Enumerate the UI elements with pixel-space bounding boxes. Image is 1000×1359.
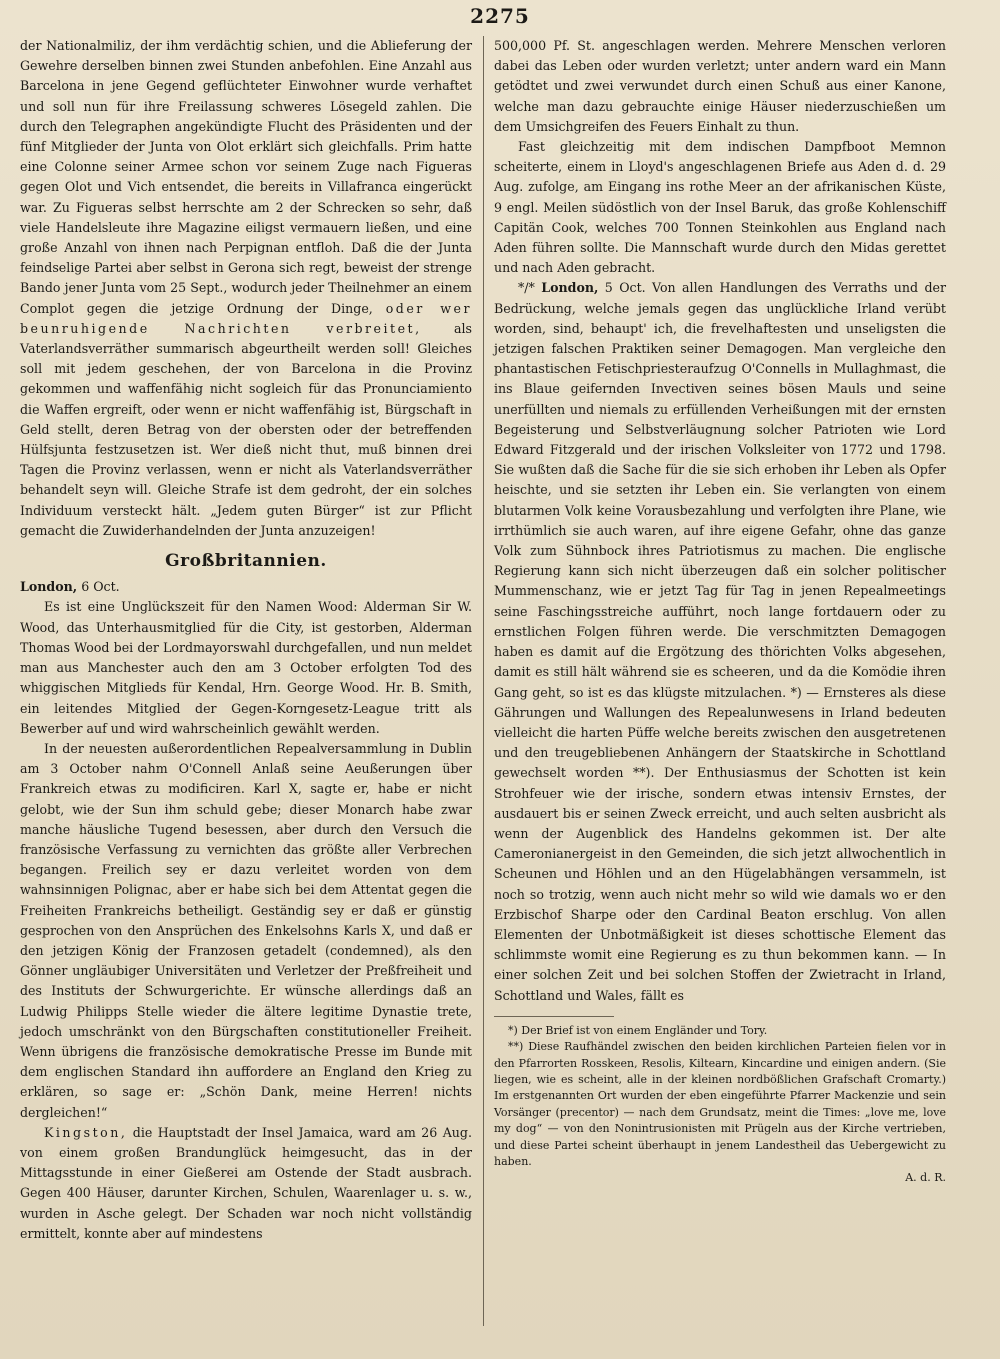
article-paragraph: Fast gleichzeitig mit dem indischen Dampfboot Memnon scheiterte, einem in Lloyd's angeschlagenen Briefe aus Aden d. d. 29 Aug. zufolge, am Eingang ins rothe Meer an der afrikanischen Küste, 9 engl. Meilen südöstlich von der Insel Baruk, das große Kohlenschiff Capitän Cook, welches 700 Tonnen Steinkohlen aus England nach Aden führen sollte. Die Mannschaft wurde durch den Midas gerettet und nach Aden gebracht. xyxy=(494,139,946,276)
left-column xyxy=(20,36,472,1244)
article-paragraph xyxy=(20,1123,472,1244)
article-paragraph: 500,000 Pf. St. angeschlagen werden. Mehrere Menschen verloren dabei das Leben oder wurden verletzt; unter andern ward ein Mann getödtet und zwei verwundet durch einen Schuß aus einer Kanone, welche man dazu gebrauchte einige Häuser niederzuschießen um dem Umsichgreifen des Feuers Einhalt zu thun. xyxy=(494,38,946,134)
section-title: Großbritannien. xyxy=(165,551,327,572)
footnote: **) Diese Raufhändel zwischen den beiden kirchlichen Parteien fielen vor in den Pfarrorten Rosskeen, Resolis, Kiltearn, Kincardine und einigen andern. (Sie liegen, wie es scheint, alle in der kleinen nordbößlichen Grafschaft Cromarty.) Im erstgenannten Ort wurden der eben eingeführte Pfarrer Mackenzie und sein Vorsänger (precentor) — nach dem Grundsatz, meint die Times: „love me, love my dog“ — von den Nonintrusionisten mit Prügeln aus der Kirche vertrieben, und diese Partei scheint überhaupt in jenem Landestheil das Uebergewicht zu haben. xyxy=(494,1040,946,1168)
paragraph-text: Von allen Handlungen des Verraths und der Bedrückung, welche jemals gegen das unglückliche Irland verübt worden, sind, behaupt' ich, die frevelhaftesten und unseligsten die jetzigen falschen Praktiken seiner Demagogen. Man vergleiche den phantastischen Fetischpriesteraufzug O'Connells in Mullaghmast, die ins Blaue geifernden Invectiven seines bösen Mauls und seine unerfüllten und niemals zu erfüllenden Verheißungen mit der ernsten Begeisterung und Selbstverläugnung solcher Patrioten wie Lord Edward Fitzgerald und der irischen Volksleiter von 1772 und 1798. Sie wußten daß die Sache für die sie sich erhoben ihr Leben als Opfer heischte, und sie setzten ihr Leben ein. Sie verlangten von einem blutarmen Volk keine Vorausbezahlung und verfolgten ihre Plane, wie irrthümlich sie auch waren, auf ihre eigene Gefahr, ohne das ganze Volk zum Sühnbock ihres Patriotismus zu machen. Die englische Regierung kann sich nicht überzeugen daß ein solcher politischer Mummenschanz, wie er jetzt Tag für Tag in jenen Repealmeetings seine Faschingsstreiche aufführt, noch lange fortdauern oder zu ernstlichen Folgen führen werde. Die verschmitzten Demagogen haben es damit auf die Ergötzung des thörichten Volks abgesehen, damit es still hält während sie es scheeren, und da die Komödie ihren Gang geht, so ist es das klügste mitzulachen. *) — Ernsteres als diese Gährungen und Wallungen des Repealunwesens in Irland bedeuten vielleicht die harten Püffe welche bereits zwischen den ausgetretenen und den treugebliebenen Anhängern der Staatskirche in Schottland gewechselt worden **). Der Enthusiasmus der Schotten ist kein Strohfeuer wie der irische, sondern etwas intensiv Ernstes, der ausdauert bis er seinen Zweck erreicht, und auch selten ausbricht als wenn der Augenblick des Handelns gekommen ist. Der alte Cameronianergeist in den Gemeinden, die sich jetzt allwochentlich in Scheunen und Höhlen und an den Hügelabhängen versammeln, ist noch so trotzig, wenn auch nicht mehr so wild wie damals wo er den Erzbischof Sharpe oder den Cardinal Beaton erschlug. Von allen Elementen der Unbotmäßigkeit ist dieses schottische Element das schlimmste womit eine Regierung es zu thun bekommen kann. — In einer solchen Zeit und bei solchen Stoffen der Zwietracht in Irland, Schottland und Wales, fällt es xyxy=(494,280,946,1003)
article-paragraph: Es ist eine Unglückszeit für den Namen Wood: Alderman Sir W. Wood, das Unterhausmitglied für die City, ist gestorben, Alderman Thomas Wood bei der Lordmayorswahl durchgefallen, und nun meldet man aus Manchester auch den am 3 October erfolgten Tod des whiggischen Mitglieds für Kendal, Hrn. George Wood. Hr. B. Smith, ein leitendes Mitglied der Gegen-Korngesetz-League tritt als Bewerber auf und wird wahrscheinlich gewählt werden. xyxy=(20,599,472,736)
paragraph-text: als Vaterlandsverräther summarisch abgeurtheilt werden soll! Gleiches soll mit jedem geschehen, der von Barcelona in die Provinz gekommen und waffenfähig nicht sogleich für das Pronunciamiento die Waffen ergreift, oder wenn er nicht waffenfähig ist, Bürgschaft in Geld stellt, deren Betrag von der obersten oder der betreffenden Hülfsjunta festzusetzen ist. Wer dieß nicht thut, muß binnen drei Tagen die Provinz verlassen, wenn er nicht als Vaterlandsverräther behandelt seyn will. Gleiche Strafe ist dem gedroht, der ein solches Individuum versteckt hält. „Jedem guten Bürger“ ist zur Pflicht gemacht die Zuwiderhandelnden der Junta anzuzeigen! xyxy=(20,320,472,538)
article-paragraph xyxy=(20,36,472,541)
paragraph-text: die Hauptstadt der Insel Jamaica, ward am 26 Aug. von einem großen Brandunglück heimgesucht, das in der Mittagsstunde in einer Gießerei am Ostende der Stadt ausbrach. Gegen 400 Häuser, darunter Kirchen, Schulen, Waarenlager u. s. w., wurden in Asche gelegt. Der Schaden war noch nicht vollständig ermittelt, konnte aber auf mindestens xyxy=(20,1124,472,1241)
dateline-place: London, xyxy=(20,579,78,595)
footnotes xyxy=(494,1023,946,1187)
article-paragraph xyxy=(494,278,946,1005)
dateline-place: London, xyxy=(541,280,599,296)
paragraph-text: der Nationalmiliz, der ihm verdächtig schien, und die Ablieferung der Gewehre derselben binnen zwei Stunden anbefohlen. Eine Anzahl aus Barcelona in jene Gegend geflüchteter Einwohner wurde verhaftet und soll nun für ihre Freilassung schweres Lösegeld zahlen. Die durch den Telegraphen angekündigte Flucht des Präsidenten und der fünf Mitglieder der Junta von Olot erklärt sich gleichfalls. Prim hatte eine Colonne seiner Armee schon vor seinem Zuge nach Figueras gegen Olot und Vich entsendet, die bereits in Villafranca eingerückt war. Zu Figueras selbst herrschte am 2 der Schrecken so sehr, daß viele Handelsleute ihre Magazine eiligst vermauern ließen, und eine große Anzahl von ihnen nach Perpignan entfloh. Daß die der Junta feindselige Partei aber selbst in Gerona sich regt, beweist der strenge Bando jener Junta vom 25 Sept., wodurch jeder Theilnehmer an einem Complot gegen die jetzige Ordnung der Dinge, xyxy=(20,38,472,316)
spaced-text: oder wer beunruhigende Nachrichten verbreitet, xyxy=(20,300,472,336)
footnote-divider xyxy=(494,1016,614,1017)
footnote-signature: A. d. R. xyxy=(905,1171,946,1185)
right-column xyxy=(494,36,946,1187)
dateline-place: Kingston, xyxy=(44,1124,128,1140)
footnote: *) Der Brief ist von einem Engländer und Tory. xyxy=(508,1023,768,1037)
dateline-date: 5 Oct. xyxy=(604,280,646,296)
dateline xyxy=(20,577,472,597)
dateline-date: 6 Oct. xyxy=(81,579,120,595)
page-number: 2275 xyxy=(470,4,530,28)
column-divider xyxy=(483,36,484,1326)
article-paragraph: In der neuesten außerordentlichen Repealversammlung in Dublin am 3 October nahm O'Connell Anlaß seine Aeußerungen über Frankreich etwas zu modificiren. Karl X, sagte er, habe er nicht gelobt, wie der Sun ihm schuld gebe; dieser Monarch habe zwar manche häusliche Tugend besessen, aber durch den Versuch die französische Verfassung zu vernichten das größte aller Verbrechen begangen. Freilich sey er dazu verleitet worden von dem wahnsinnigen Polignac, aber er habe sich bei dem Attentat gegen die Freiheiten Frankreichs betheiligt. Geständig sey er daß er günstig gesprochen von den Ansprüchen des Enkelsohns Karls X, und daß er den jetzigen König der Franzosen getadelt (condemned), als den Gönner ungläubiger Universitäten und Verletzer der Preßfreiheit und des Instituts der Schwurgerichte. Er wünsche allerdings daß an Ludwig Philipps Stelle wieder die ältere legitime Dynastie trete, jedoch umschränkt von den Bürgschaften constitutioneller Freiheit. Wenn übrigens die französische demokratische Presse im Bunde mit dem englischen Standard ihn auffordere an England den Krieg zu erklären, so sage er: „Schön Dank, meine Herren! nichts dergleichen!“ xyxy=(20,740,472,1120)
article-mark: */* xyxy=(518,280,535,296)
